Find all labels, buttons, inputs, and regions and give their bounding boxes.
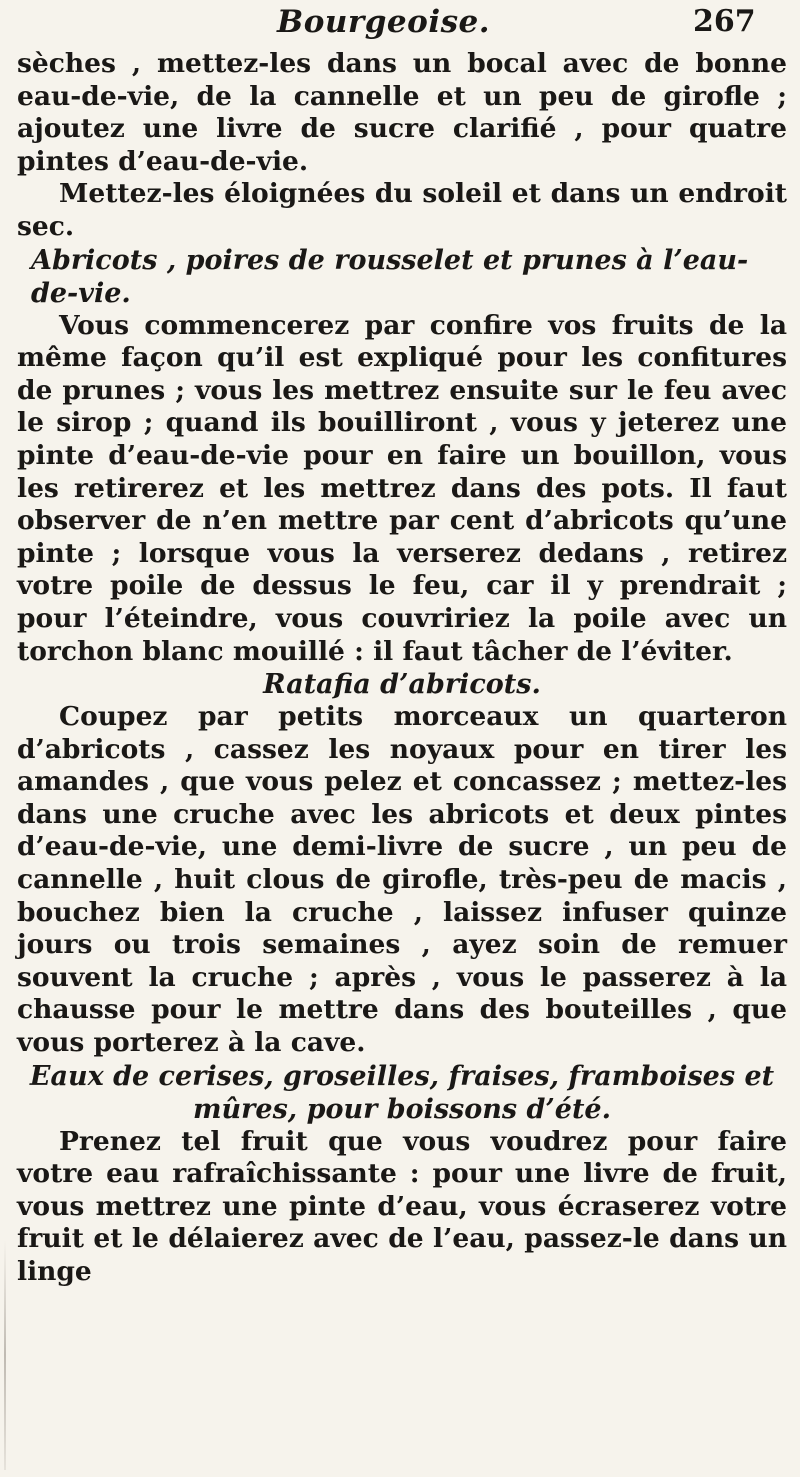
page-header [0,4,800,52]
recipe-heading-abricots-eau-de-vie: Abricots , poires de rousselet et prunes à l’eau-de-vie. [31,244,749,309]
page-gutter-shadow [4,1240,6,1470]
recipe-heading-eaux-de-fruits: Eaux de cerises, groseilles, fraises, framboises et mûres, pour boissons d’été. [29,1060,775,1125]
paragraph: Vous commencerez par confire vos fruits de la même façon qu’il est expliqué pour les confitures de prunes ; vous les mettrez ensuite sur le feu avec le sirop ; quand ils bouilliront , vous y jeterez une pinte d’eau-de-vie pour en faire un bouillon, vous les retirerez et les mettrez dans des pots. Il faut observer de n’en mettre par cent d’abricots qu’une pinte ; lorsque vous la verserez dedans , retirez votre poile de dessus le feu, car il y prendrait ; pour l’éteindre, vous couvririez la poile avec un torchon blanc mouillé : il faut tâcher de l’éviter. [17,309,787,667]
recipe-heading-ratafia: Ratafia d’abricots. [263,669,541,701]
page-body [17,48,787,1289]
page-number: 267 [693,4,756,39]
paragraph-continued: sèches , mettez-les dans un bocal avec de bonne eau-de-vie, de la cannelle et un peu de girofle ; ajoutez une livre de sucre clarifié , pour quatre pintes d’eau-de-vie. [17,48,787,177]
paragraph: Prenez tel fruit que vous voudrez pour faire votre eau rafraîchissante : pour une livre de fruit, vous mettrez une pinte d’eau, vous écraserez votre fruit et le délaierez avec de l’eau, passez-le dans un linge [17,1125,787,1287]
paragraph: Coupez par petits morceaux un quarteron d’abricots , cassez les noyaux pour en tirer les amandes , que vous pelez et concassez ; mettez-les dans une cruche avec les abricots et deux pintes d’eau-de-vie, une demi-livre de sucre , un peu de cannelle , huit clous de girofle, très-peu de macis , bouchez bien la cruche , laissez infuser quinze jours ou trois semaines , ayez soin de remuer souvent la cruche ; après , vous le passerez à la chausse pour le mettre dans des bouteilles , que vous porterez à la cave. [17,701,787,1059]
paragraph: Mettez-les éloignées du soleil et dans un endroit sec. [17,178,787,242]
running-title: Bourgeoise. [277,4,491,40]
